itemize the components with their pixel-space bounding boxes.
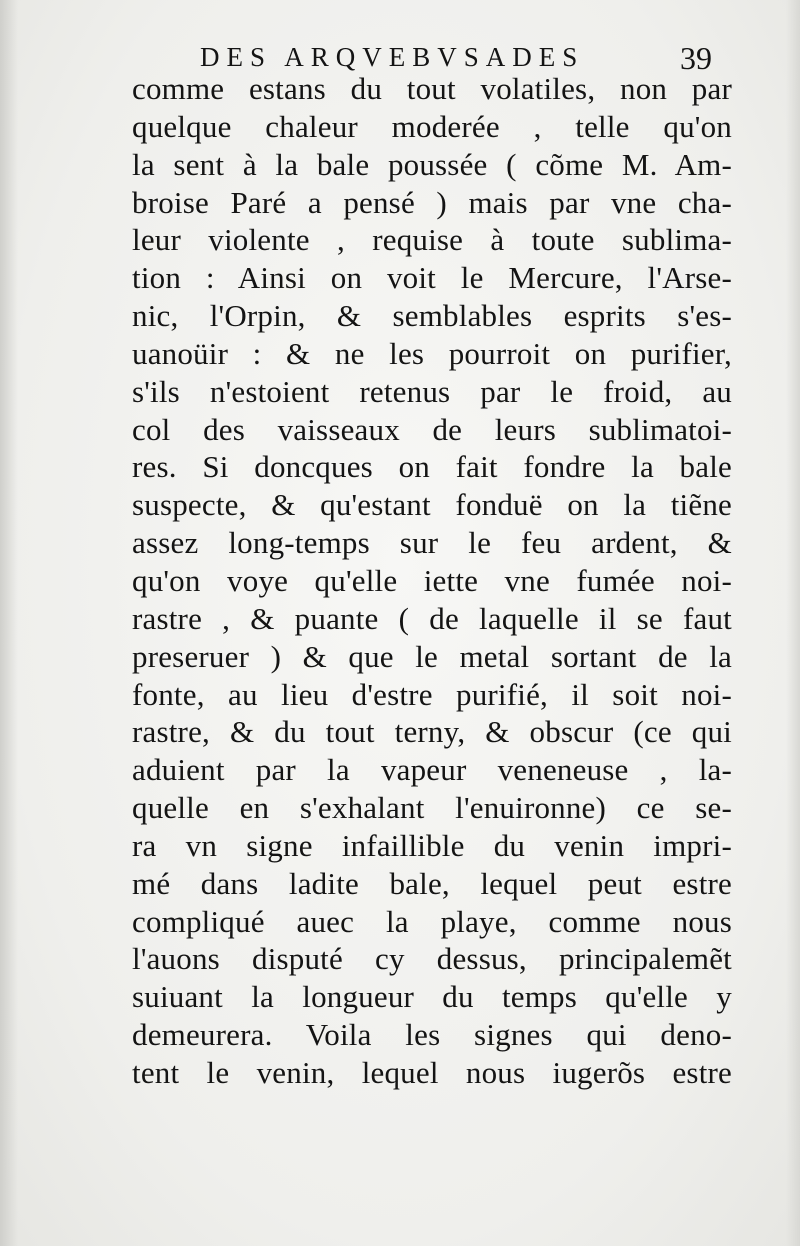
text-line: quelque chaleur moderée , telle qu'on <box>132 108 732 144</box>
text-line: mé dans ladite bale, lequel peut estre <box>132 865 732 901</box>
text-line: comme estans du tout volatiles, non par <box>132 71 732 106</box>
page-number: 39 <box>680 40 712 76</box>
text-line: rastre , & puante ( de laquelle il se faut <box>132 600 732 636</box>
text-line: nic, l'Orpin, & semblables esprits s'es- <box>132 298 732 334</box>
text-line: tion : Ainsi on voit le Mercure, l'Arse- <box>132 260 732 296</box>
text-line: s'ils n'estoient retenus par le froid, au <box>132 373 732 409</box>
text-line: broise Paré a pensé ) mais par vne cha- <box>132 184 732 220</box>
text-line: la sent à la bale poussée ( cõme M. Am- <box>132 146 732 182</box>
running-title: DES ARQVEBVSADES <box>200 42 585 72</box>
text-line: suiuant la longueur du temps qu'elle y <box>132 979 732 1015</box>
text-line: rastre, & du tout terny, & obscur (ce qui <box>132 714 732 750</box>
text-line: aduient par la vapeur veneneuse , la- <box>132 752 732 788</box>
text-line: l'auons disputé cy dessus, principalemẽt <box>132 941 732 977</box>
text-line: compliqué auec la playe, comme nous <box>132 903 732 939</box>
text-line: preseruer ) & que le metal sortant de la <box>132 638 732 674</box>
text-line: tent le venin, lequel nous iugerõs estre <box>132 1054 732 1090</box>
body-text <box>132 70 732 1092</box>
text-line: qu'on voye qu'elle iette vne fumée noi- <box>132 562 732 598</box>
text-line: fonte, au lieu d'estre purifié, il soit noi- <box>132 676 732 712</box>
text-line: leur violente , requise à toute sublima- <box>132 222 732 258</box>
text-line: ra vn signe infaillible du venin impri- <box>132 827 732 863</box>
text-line: quelle en s'exhalant l'enuironne) ce se- <box>132 790 732 826</box>
text-line: col des vaisseaux de leurs sublimatoi- <box>132 411 732 447</box>
page-edge-shadow <box>786 0 800 1246</box>
text-line: demeurera. Voila les signes qui deno- <box>132 1017 732 1053</box>
text-line: res. Si doncques on fait fondre la bale <box>132 449 732 485</box>
text-line: suspecte, & qu'estant fonduë on la tiẽne <box>132 487 732 523</box>
gutter-shadow <box>0 0 18 1246</box>
text-line: uanoüir : & ne les pourroit on purifier, <box>132 335 732 371</box>
text-line: assez long-temps sur le feu ardent, & <box>132 525 732 561</box>
